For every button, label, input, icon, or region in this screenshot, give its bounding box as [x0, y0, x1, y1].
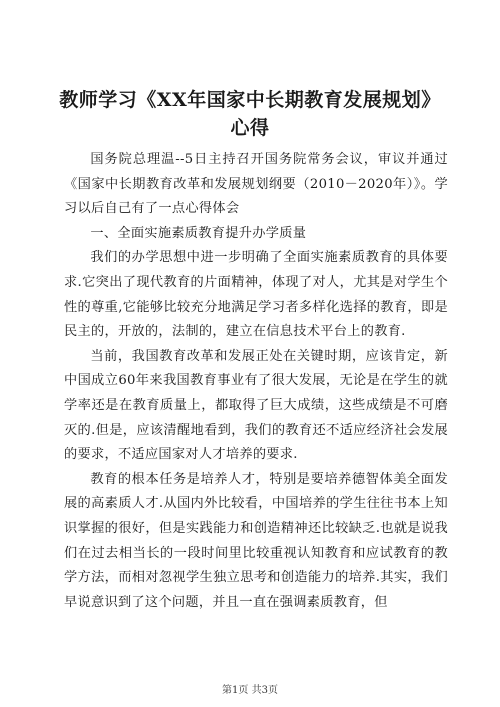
title-line-1: 教师学习《XX年国家中长期教育发展规划》 — [59, 89, 441, 111]
paragraph: 我们的办学思想中进一步明确了全面实施素质教育的具体要求.它突出了现代教育的片面精神，体现了对人，尤其是对学生个性的尊重,它能够比较充分地满足学习者多样化选择的教育，即是民主的，开放的，法制的，建立在信息技术平台上的教育. — [64, 250, 448, 340]
paragraph: 当前，我国教育改革和发展正处在关键时期，应该肯定，新中国成立60年来我国教育事业有了很大发展，无论是在学生的就学率还是在教育质量上，都取得了巨大成绩，这些成绩是不可磨灭的.但是，应该清醒地看到，我们的教育还不适应经济社会发展的要求，不适应国家对人才培养的要求. — [64, 348, 448, 463]
section-heading: 一、全面实施素质教育提升办学质量 — [90, 225, 307, 241]
document-title — [40, 86, 460, 142]
paragraph: 教育的根本任务是培养人才，特别是要培养德智体美全面发展的高素质人才.从国内外比较看，中国培养的学生往往书本上知识掌握的很好，但是实践能力和创造精神还比较缺乏.也就是说我们在过去相当长的一段时间里比较重视认知教育和应试教育的教学方法，而相对忽视学生独立思考和创造能力的培养.其实，我们早说意识到了这个问题，并且一直在强调素质教育，但 — [64, 471, 448, 610]
paragraph-intro: 国务院总理温--5日主持召开国务院常务会议，审议并通过《国家中长期教育改革和发展规划纲要（2010－2020年）》。学习以后自己有了一点心得体会 — [64, 152, 448, 217]
document-body — [64, 148, 448, 615]
title-line-2: 心得 — [230, 117, 270, 139]
page-footer: 第1页 共3页 — [222, 685, 278, 696]
